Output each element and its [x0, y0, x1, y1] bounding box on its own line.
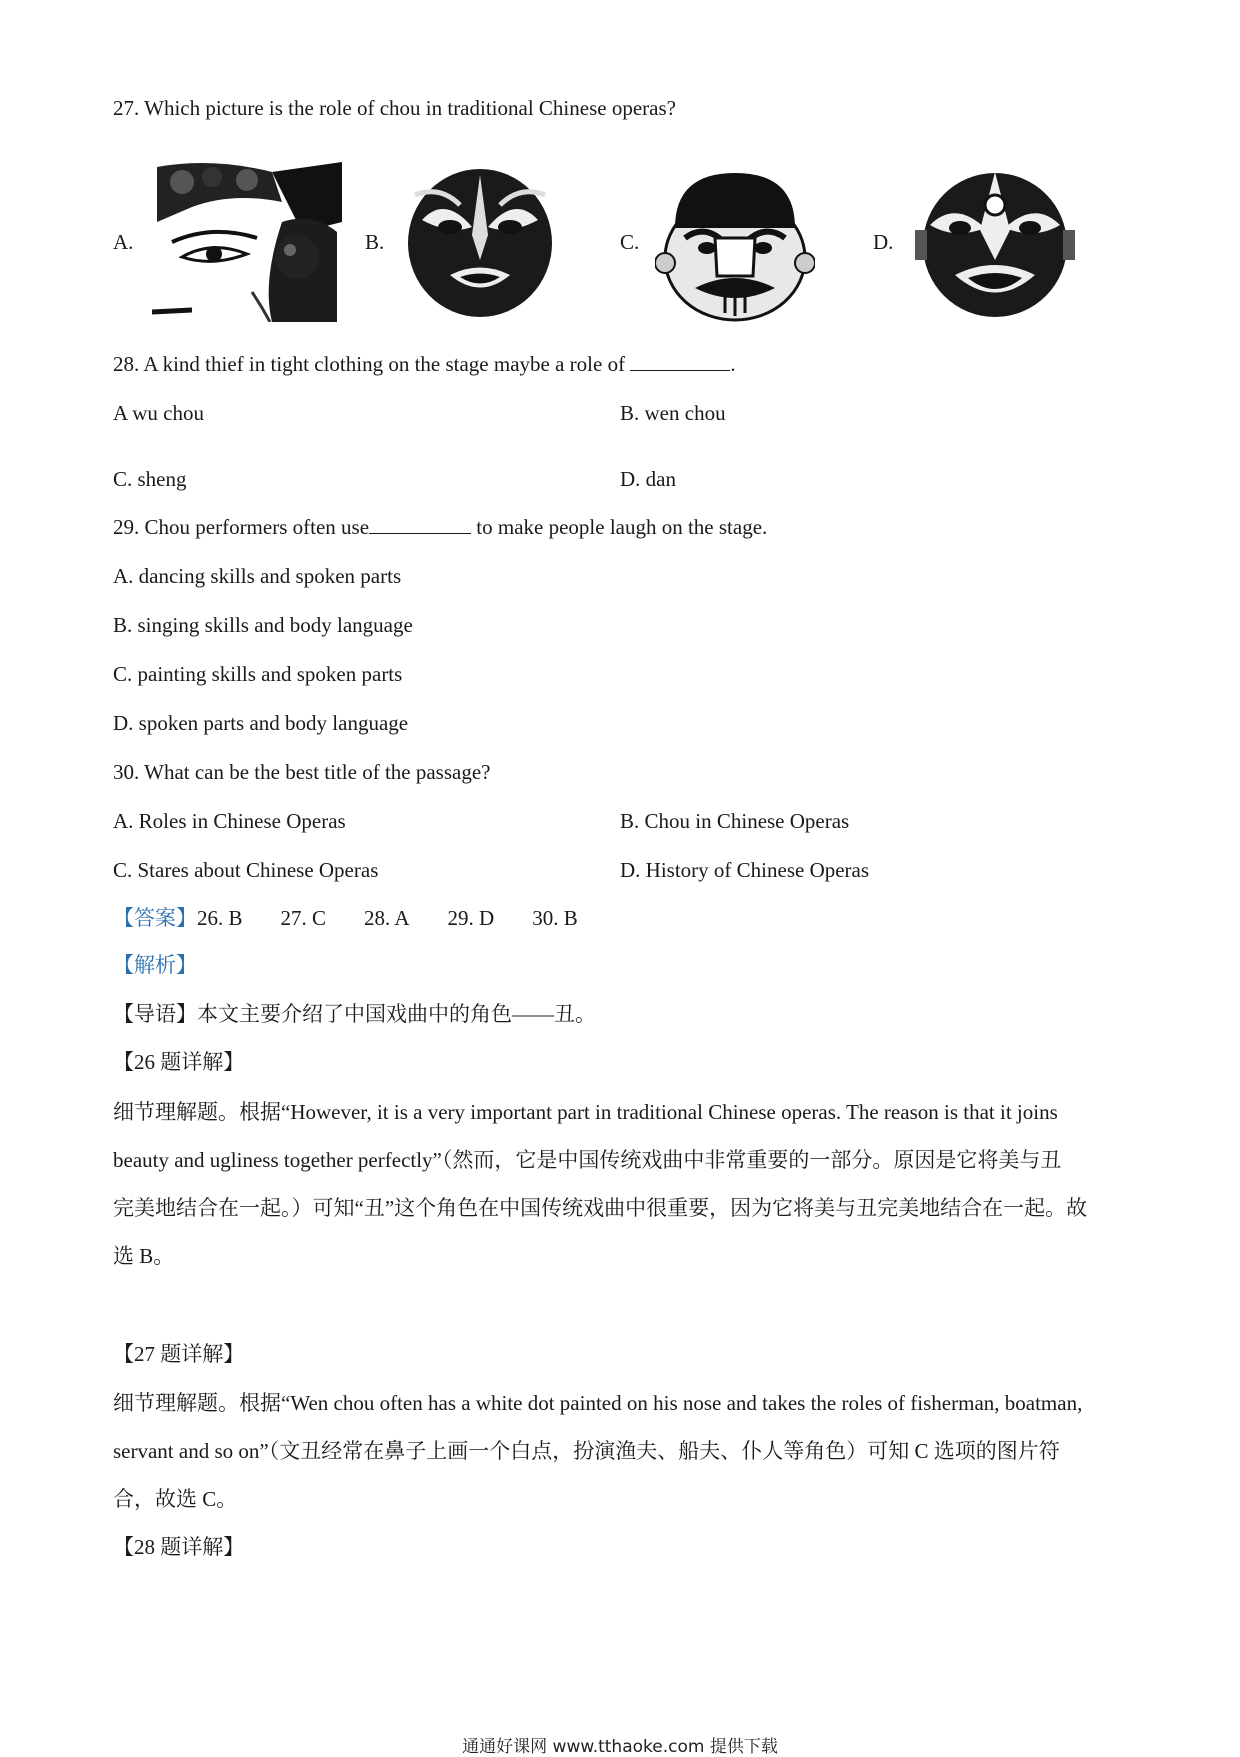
- q27-detail-line-2: servant and so on”（文丑经常在鼻子上画一个白点，扮演渔夫、船夫、仆人等角色）可知 C 选项的图片符: [113, 1439, 1060, 1463]
- q29-answer-blank: [369, 515, 471, 534]
- q29-option-c: C. painting skills and spoken parts: [113, 662, 403, 686]
- q28-option-b: B. wen chou: [620, 401, 726, 425]
- answer-28: 28. A: [364, 906, 410, 930]
- q27-option-b-label: B.: [365, 230, 385, 254]
- q28-option-a: A wu chou: [113, 401, 204, 425]
- q27-option-d-label: D.: [873, 230, 894, 254]
- q26-detail-line-1: 细节理解题。根据“However, it is a very important part in traditional Chinese operas. The reason is that it joins: [113, 1100, 1058, 1124]
- answer-29: 29. D: [447, 906, 495, 930]
- q29-option-d: D. spoken parts and body language: [113, 711, 409, 735]
- q28-question-end: .: [730, 352, 736, 376]
- q30-option-a: A. Roles in Chinese Operas: [113, 809, 346, 833]
- q26-detail-line-3: 完美地结合在一起。）可知“丑”这个角色在中国传统戏曲中很重要，因为它将美与丑完美地结合在一起。故: [113, 1196, 1088, 1220]
- answer-27: 27. C: [280, 906, 327, 930]
- q27-detail-heading: 【27 题详解】: [113, 1342, 245, 1366]
- answer-30: 30. B: [532, 906, 578, 930]
- q30-option-b: B. Chou in Chinese Operas: [620, 809, 850, 833]
- opera-mask-d-image: [910, 160, 1080, 320]
- q28-question: [113, 350, 736, 378]
- q27-option-a-label: A.: [113, 230, 134, 254]
- q27-question: 27. Which picture is the role of chou in traditional Chinese operas?: [113, 96, 676, 120]
- dan-face-image: [152, 162, 342, 322]
- q29-question-text: 29. Chou performers often use: [113, 515, 370, 539]
- q28-detail-heading: 【28 题详解】: [113, 1535, 245, 1559]
- q26-detail-line-4: 选 B。: [113, 1244, 175, 1268]
- analysis-tag: 【解析】: [113, 953, 197, 977]
- q30-option-d: D. History of Chinese Operas: [620, 858, 870, 882]
- q30-question: 30. What can be the best title of the passage?: [113, 760, 491, 784]
- q30-option-c: C. Stares about Chinese Operas: [113, 858, 379, 882]
- chou-mask-c-image: [655, 168, 815, 323]
- answer-tag: 【答案】: [113, 906, 197, 930]
- q27-detail-line-3: 合，故选 C。: [113, 1487, 238, 1511]
- q28-question-text: 28. A kind thief in tight clothing on the stage maybe a role of: [113, 352, 626, 376]
- q28-answer-blank: [630, 352, 730, 371]
- q29-question: [113, 513, 767, 541]
- answer-line: [113, 904, 616, 932]
- answer-26: 26. B: [197, 906, 243, 930]
- q28-option-d: D. dan: [620, 467, 676, 491]
- q28-option-c: C. sheng: [113, 467, 187, 491]
- analysis-intro: 【导语】本文主要介绍了中国戏曲中的角色——丑。: [113, 1002, 596, 1026]
- q29-question-end: to make people laugh on the stage.: [476, 515, 768, 539]
- q26-detail-heading: 【26 题详解】: [113, 1050, 245, 1074]
- q27-option-c-label: C.: [620, 230, 640, 254]
- q29-option-a: A. dancing skills and spoken parts: [113, 564, 402, 588]
- page-footer: 通通好课网 www.tthaoke.com 提供下载: [462, 1737, 778, 1757]
- answer-items: [197, 906, 616, 930]
- q27-detail-line-1: 细节理解题。根据“Wen chou often has a white dot painted on his nose and takes the roles of fisherman, boatman,: [113, 1391, 1083, 1415]
- q29-option-b: B. singing skills and body language: [113, 613, 413, 637]
- q26-detail-line-2: beauty and ugliness together perfectly”（然而，它是中国传统戏曲中非常重要的一部分。原因是它将美与丑: [113, 1148, 1062, 1172]
- opera-mask-b-image: [400, 165, 560, 320]
